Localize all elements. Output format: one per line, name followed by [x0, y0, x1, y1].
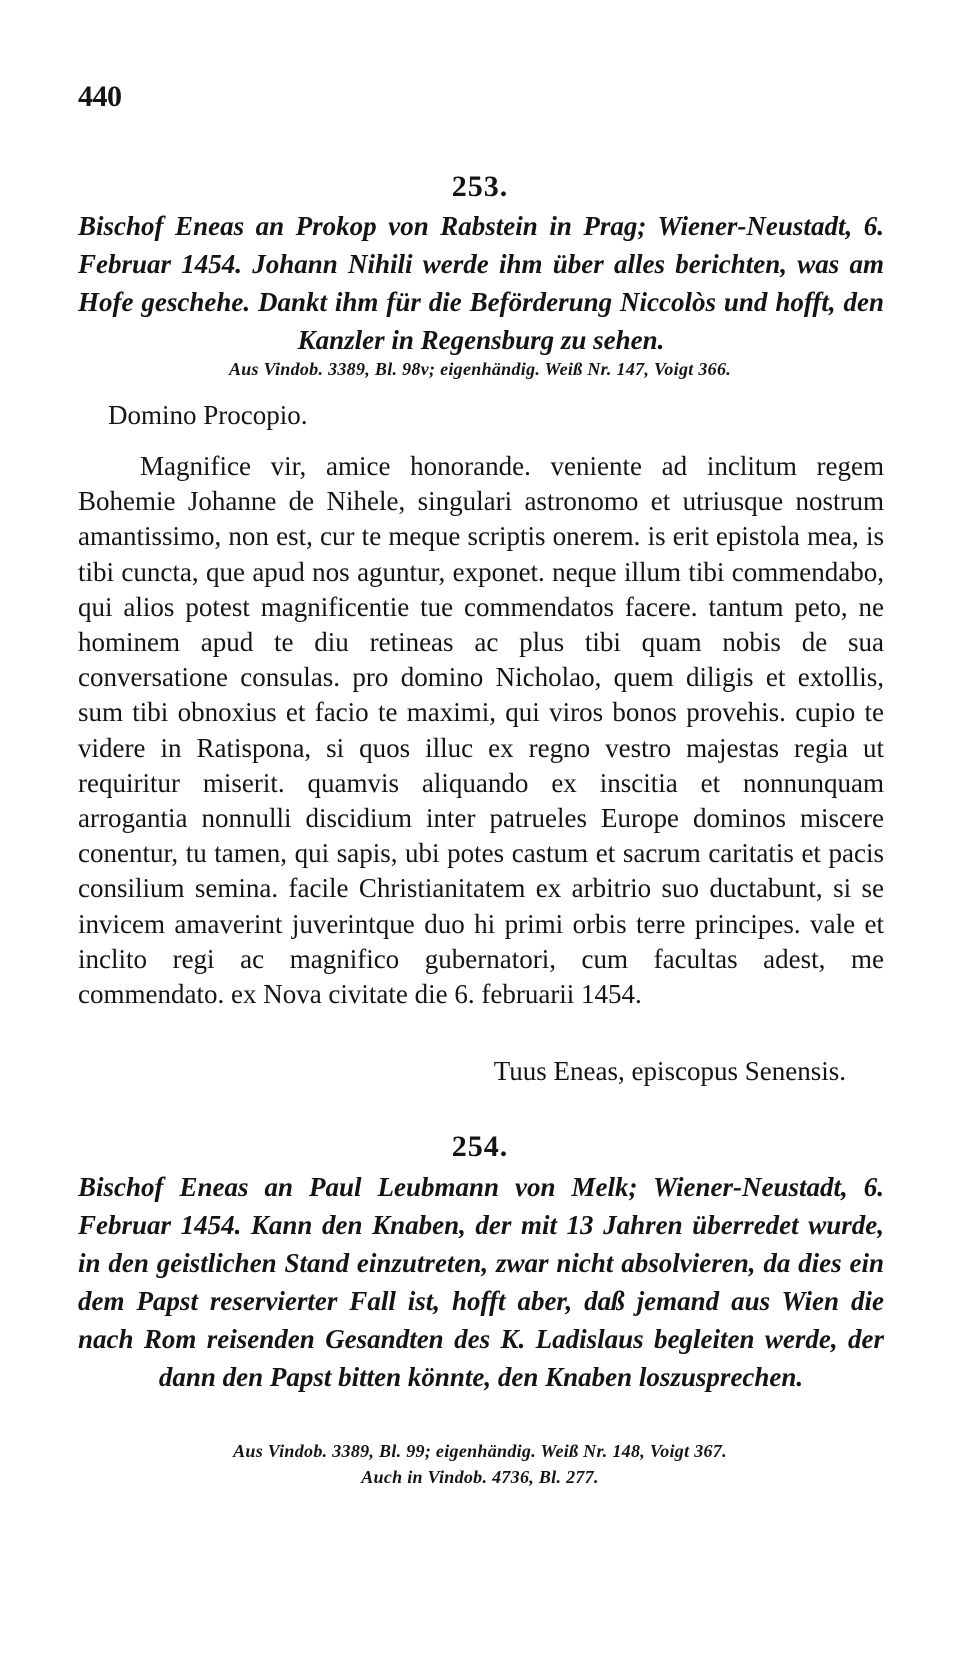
- letter-summary-254: [78, 1168, 884, 1396]
- source-line: Aus Vindob. 3389, Bl. 99; eigenhändig. Weiß Nr. 148, Voigt 367.: [233, 1441, 727, 1461]
- letter-body-text: Magnifice vir, amice honorande. veniente ad inclitum regem Bohemie Johanne de Nihele, singulari astronomo et utriusque nostrum amantissimo, non est, cur te meque scriptis onerem. is erit epistola mea, is tibi cuncta, que apud nos aguntur, exponet. neque illum tibi commendabo, qui alios potest magnificentie tue commendatos facere. tantum peto, ne hominem apud te diu retineas ac plus tibi quam nobis de sua conversatione consulas. pro domino Nicholao, quem diligis et extollis, sum tibi obnoxius et facio te maximi, qui viros bonos provehis. cupio te videre in Ratispona, si quos illuc ex regno vestro majestas regia ut requiritur miserit. quamvis aliquando ex inscitia et nonnunquam arrogantia nonnulli discidium inter patrueles Europe dominos miscere conentur, tu tamen, qui sapis, ubi potes castum et sacrum caritatis et pacis consilium semina. facile Christianitatem ex arbitrio suo ductabunt, si se invicem amaverint juverintque duo hi primi orbis terre principes. vale et inclito regi ac magnifico gubernatori, cum facultas adest, me commendato. ex Nova civitate die 6. februarii 1454.: [78, 451, 884, 1010]
- salutation: Domino Procopio.: [108, 400, 308, 430]
- letter-number-254: 254.: [451, 1130, 509, 1163]
- letter-summary-text: Bischof Eneas an Paul Leubmann von Melk; Wiener-Neustadt, 6. Februar 1454. Kann den Knaben, der mit 13 Jahren überredet wurde, in den geistlichen Stand einzutreten, zwar nicht absolvieren, da dies ein dem Papst reservierter Fall ist, hofft aber, daß jemand aus Wien die nach Rom reisenden Gesandten des K. Ladislaus begleiten werde, der dann den Papst bitten könnte, den Knaben loszusprechen.: [78, 1172, 884, 1392]
- source-note-254: [0, 1438, 960, 1490]
- letter-body-253: [78, 449, 884, 1012]
- letter-summary-253: [78, 207, 884, 359]
- letter-number-253: 253.: [451, 170, 509, 203]
- source-line: Auch in Vindob. 4736, Bl. 277.: [361, 1467, 599, 1487]
- source-note-253: [0, 356, 960, 382]
- page-number: 440: [78, 80, 122, 113]
- source-line: Aus Vindob. 3389, Bl. 98v; eigenhändig. Weiß Nr. 147, Voigt 366.: [228, 359, 732, 379]
- signature: Tuus Eneas, episcopus Senensis.: [493, 1056, 846, 1086]
- letter-summary-text: Bischof Eneas an Prokop von Rabstein in Prag; Wiener-Neustadt, 6. Februar 1454. Johann Nihili werde ihm über alles berichten, was am Hofe geschehe. Dankt ihm für die Beförderung Niccolòs und hofft, den Kanzler in Regensburg zu sehen.: [78, 211, 884, 355]
